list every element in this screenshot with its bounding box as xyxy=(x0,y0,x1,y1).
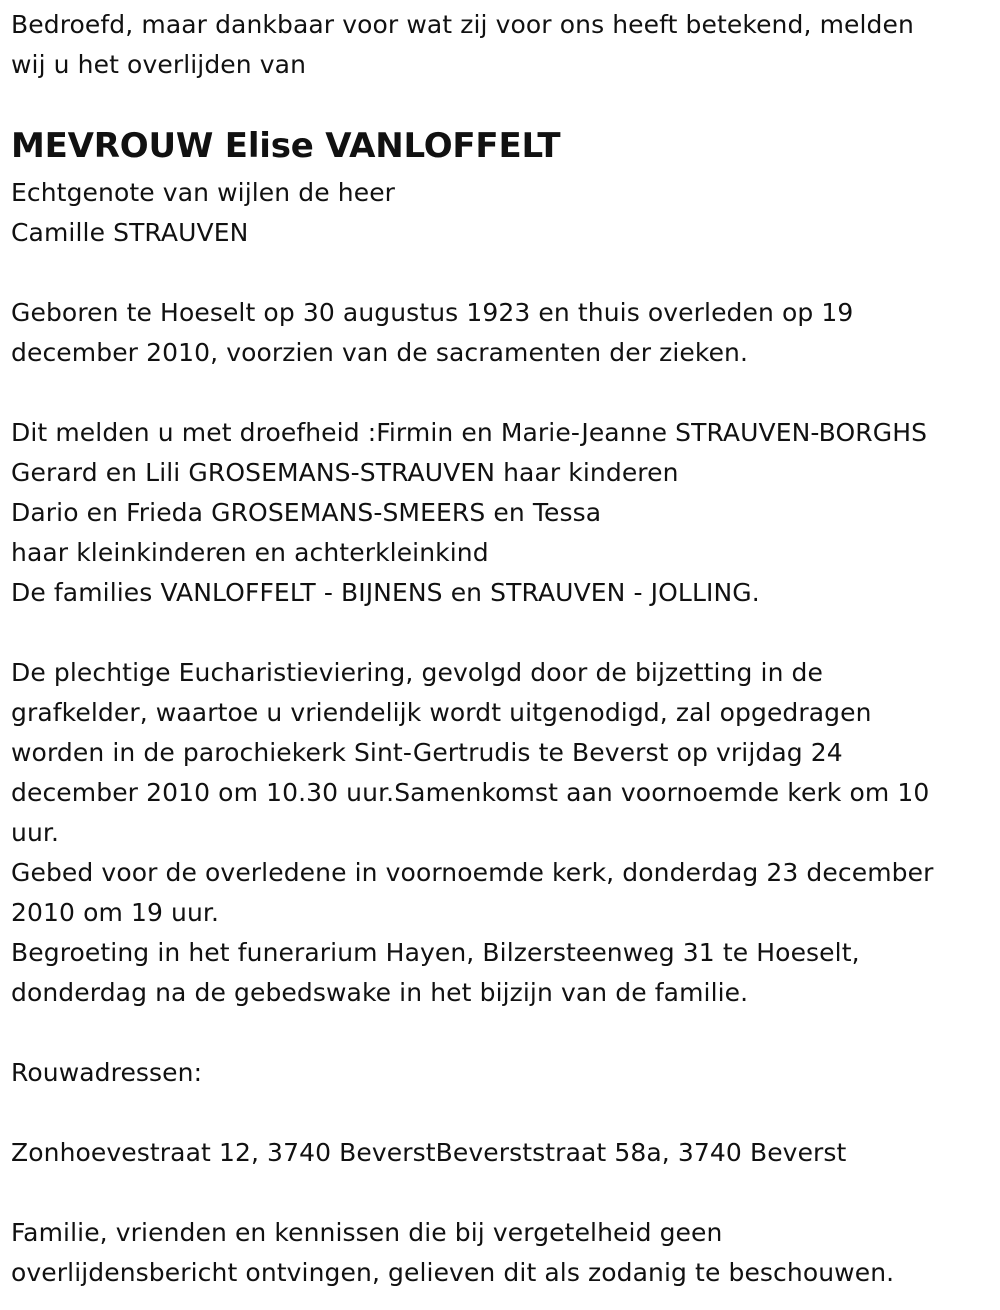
birth-death-line-1: Geboren te Hoeselt op 30 augustus 1923 en thuis overleden op 19 xyxy=(11,298,854,327)
addresses-label: Rouwadressen: xyxy=(11,1058,203,1087)
ceremony-line-5: uur. xyxy=(11,818,60,847)
deceased-name: MEVROUW Elise VANLOFFELT xyxy=(11,126,561,166)
family-line-4: haar kleinkinderen en achterkleinkind xyxy=(11,538,489,567)
ceremony-line-9: donderdag na de gebedswake in het bijzijn van de familie. xyxy=(11,978,749,1007)
spouse-line-1: Echtgenote van wijlen de heer xyxy=(11,178,396,207)
family-line-3: Dario en Frieda GROSEMANS-SMEERS en Tessa xyxy=(11,498,602,527)
family-line-2: Gerard en Lili GROSEMANS-STRAUVEN haar kinderen xyxy=(11,458,679,487)
closing-line-1: Familie, vrienden en kennissen die bij vergetelheid geen xyxy=(11,1218,723,1247)
spouse-line-2: Camille STRAUVEN xyxy=(11,218,249,247)
ceremony-line-8: Begroeting in het funerarium Hayen, Bilzersteenweg 31 te Hoeselt, xyxy=(11,938,860,967)
intro-line-1: Bedroefd, maar dankbaar voor wat zij voor ons heeft betekend, melden xyxy=(11,10,914,39)
addresses: Zonhoevestraat 12, 3740 BeverstBeverststraat 58a, 3740 Beverst xyxy=(11,1138,847,1167)
closing-line-2: overlijdensbericht ontvingen, gelieven dit als zodanig te beschouwen. xyxy=(11,1258,895,1287)
ceremony-line-2: grafkelder, waartoe u vriendelijk wordt uitgenodigd, zal opgedragen xyxy=(11,698,872,727)
ceremony-line-7: 2010 om 19 uur. xyxy=(11,898,220,927)
birth-death-line-2: december 2010, voorzien van de sacramenten der zieken. xyxy=(11,338,749,367)
intro-line-2: wij u het overlijden van xyxy=(11,50,307,79)
ceremony-line-4: december 2010 om 10.30 uur.Samenkomst aan voornoemde kerk om 10 xyxy=(11,778,930,807)
family-line-5: De families VANLOFFELT - BIJNENS en STRAUVEN - JOLLING. xyxy=(11,578,760,607)
ceremony-line-3: worden in de parochiekerk Sint-Gertrudis te Beverst op vrijdag 24 xyxy=(11,738,843,767)
ceremony-line-1: De plechtige Eucharistieviering, gevolgd door de bijzetting in de xyxy=(11,658,824,687)
family-line-1: Dit melden u met droefheid :Firmin en Marie-Jeanne STRAUVEN-BORGHS xyxy=(11,418,928,447)
ceremony-line-6: Gebed voor de overledene in voornoemde kerk, donderdag 23 december xyxy=(11,858,934,887)
